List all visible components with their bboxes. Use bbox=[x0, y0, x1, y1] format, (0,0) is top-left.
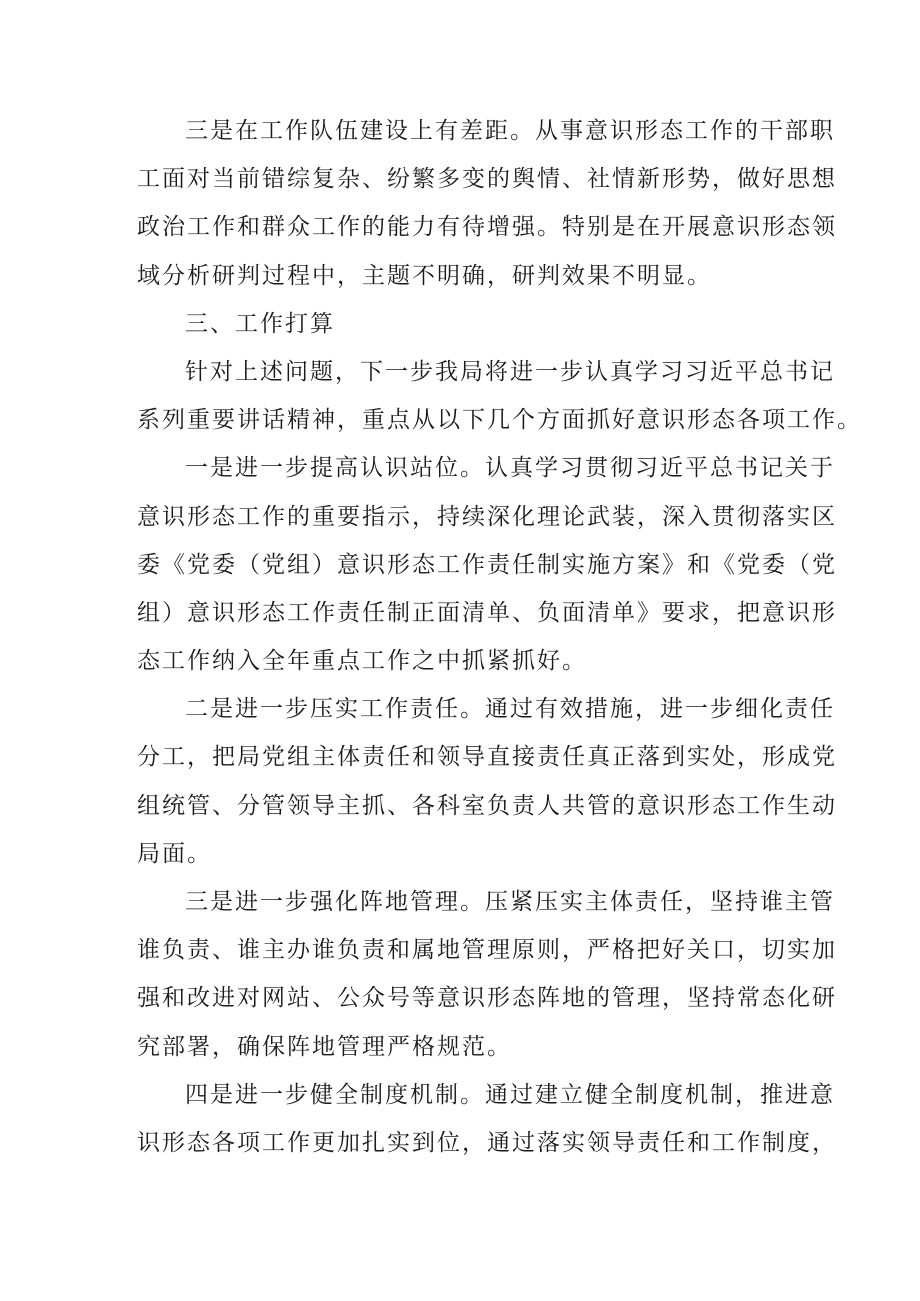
text-line: 四是进一步健全制度机制。通过建立健全制度机制，推进意 bbox=[185, 1081, 835, 1108]
text-line: 意识形态工作的重要指示，持续深化理论武装，深入贯彻落实区 bbox=[137, 503, 837, 530]
text-line: 域分析研判过程中，主题不明确，研判效果不明显。 bbox=[137, 262, 712, 289]
text-line: 针对上述问题，下一步我局将进一步认真学习习近平总书记 bbox=[185, 358, 835, 385]
text-line: 强和改进对网站、公众号等意识形态阵地的管理，坚持常态化研 bbox=[137, 985, 837, 1012]
text-line: 系列重要讲话精神，重点从以下几个方面抓好意识形态各项工作。 bbox=[137, 407, 862, 434]
text-line: 识形态各项工作更加扎实到位，通过落实领导责任和工作制度， bbox=[137, 1129, 837, 1156]
text-line: 三、工作打算 bbox=[185, 310, 335, 337]
text-line: 态工作纳入全年重点工作之中抓紧抓好。 bbox=[137, 648, 587, 675]
text-line: 组统管、分管领导主抓、各科室负责人共管的意识形态工作生动 bbox=[137, 792, 837, 819]
text-line: 二是进一步压实工作责任。通过有效措施，进一步细化责任 bbox=[185, 696, 835, 723]
document-body bbox=[137, 107, 862, 1167]
text-line: 政治工作和群众工作的能力有待增强。特别是在开展意识形态领 bbox=[137, 214, 837, 241]
text-line: 局面。 bbox=[137, 840, 212, 867]
text-line: 一是进一步提高认识站位。认真学习贯彻习近平总书记关于 bbox=[185, 455, 835, 482]
text-line: 工面对当前错综复杂、纷繁多变的舆情、社情新形势，做好思想 bbox=[137, 166, 837, 193]
text-line: 谁负责、谁主办谁负责和属地管理原则，严格把好关口，切实加 bbox=[137, 937, 837, 964]
text-line: 究部署，确保阵地管理严格规范。 bbox=[137, 1033, 512, 1060]
text-line: 分工，把局党组主体责任和领导直接责任真正落到实处，形成党 bbox=[137, 744, 837, 771]
text-line: 组）意识形态工作责任制正面清单、负面清单》要求，把意识形 bbox=[137, 599, 837, 626]
text-line: 委《党委（党组）意识形态工作责任制实施方案》和《党委（党 bbox=[137, 551, 837, 578]
text-line: 三是进一步强化阵地管理。压紧压实主体责任，坚持谁主管 bbox=[185, 889, 835, 915]
text-line: 三是在工作队伍建设上有差距。从事意识形态工作的干部职 bbox=[185, 118, 835, 144]
